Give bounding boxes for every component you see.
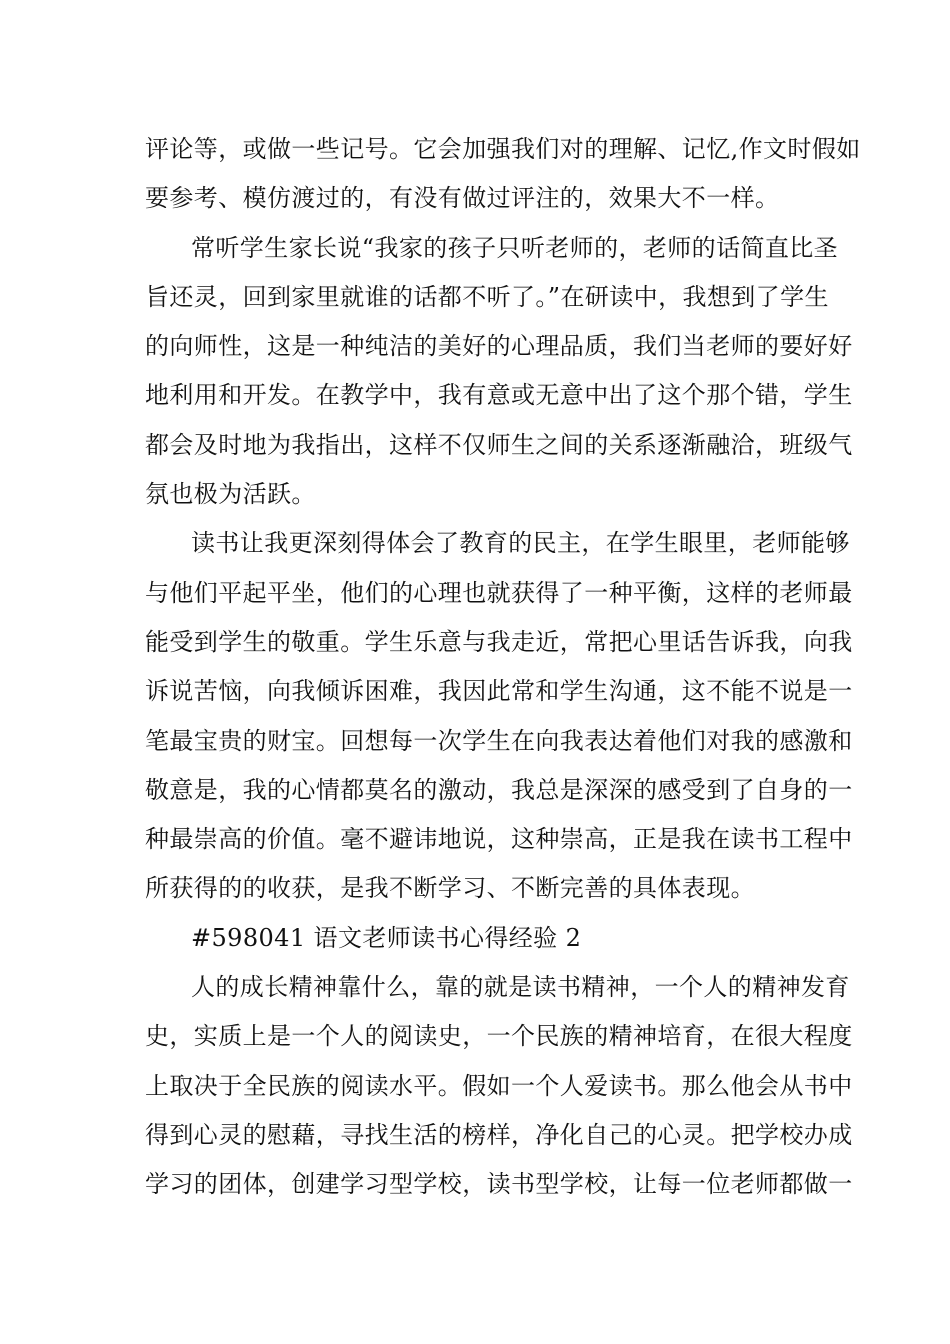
text-line: 笔最宝贵的财宝。回想每一次学生在向我表达着他们对我的感激和 <box>145 726 853 755</box>
text-line: 上取决于全民族的阅读水平。假如一个人爱读书。那么他会从书中 <box>145 1071 853 1100</box>
document-body <box>145 125 861 1210</box>
text-line: 氛也极为活跃。 <box>145 480 316 509</box>
text-line: 得到心灵的慰藉，寻找生活的榜样，净化自己的心灵。把学校办成 <box>145 1120 853 1149</box>
text-line: 都会及时地为我指出，这样不仅师生之间的关系逐渐融洽，班级气 <box>145 430 853 459</box>
text-line: 种最崇高的价值。毫不避讳地说，这种崇高，正是我在读书工程中 <box>145 825 853 854</box>
text-line: 地利用和开发。在教学中，我有意或无意中出了这个那个错，学生 <box>145 381 853 410</box>
section-heading: #598041 语文老师读书心得经验 2 <box>191 923 582 952</box>
text-line: 所获得的的收获，是我不断学习、不断完善的具体表现。 <box>145 874 755 903</box>
paragraph-start-line: 读书让我更深刻得体会了教育的民主，在学生眼里，老师能够 <box>191 529 850 558</box>
text-line: 评论等，或做一些记号。它会加强我们对的理解、记忆,作文时假如 <box>145 135 861 163</box>
paragraph-start-line: 人的成长精神靠什么，靠的就是读书精神，一个人的精神发育 <box>191 973 850 1002</box>
paragraph-start-line: 常听学生家长说“我家的孩子只听老师的，老师的话简直比圣 <box>191 233 839 262</box>
text-line: 要参考、模仿渡过的，有没有做过评注的，效果大不一样。 <box>145 184 780 213</box>
text-line: 诉说苦恼，向我倾诉困难，我因此常和学生沟通，这不能不说是一 <box>145 677 853 706</box>
text-line: 与他们平起平坐，他们的心理也就获得了一种平衡，这样的老师最 <box>145 578 853 607</box>
text-line: 旨还灵，回到家里就谁的话都不听了。”在研读中，我想到了学生 <box>145 282 829 311</box>
text-line: 的向师性，这是一种纯洁的美好的心理品质，我们当老师的要好好 <box>145 332 853 361</box>
text-line: 史，实质上是一个人的阅读史，一个民族的精神培育，在很大程度 <box>145 1022 853 1051</box>
text-line: 敬意是，我的心情都莫名的激动，我总是深深的感受到了自身的一 <box>145 775 853 804</box>
text-line: 能受到学生的敬重。学生乐意与我走近，常把心里话告诉我，向我 <box>145 627 853 656</box>
text-line: 学习的团体，创建学习型学校，读书型学校，让每一位老师都做一 <box>145 1170 853 1199</box>
